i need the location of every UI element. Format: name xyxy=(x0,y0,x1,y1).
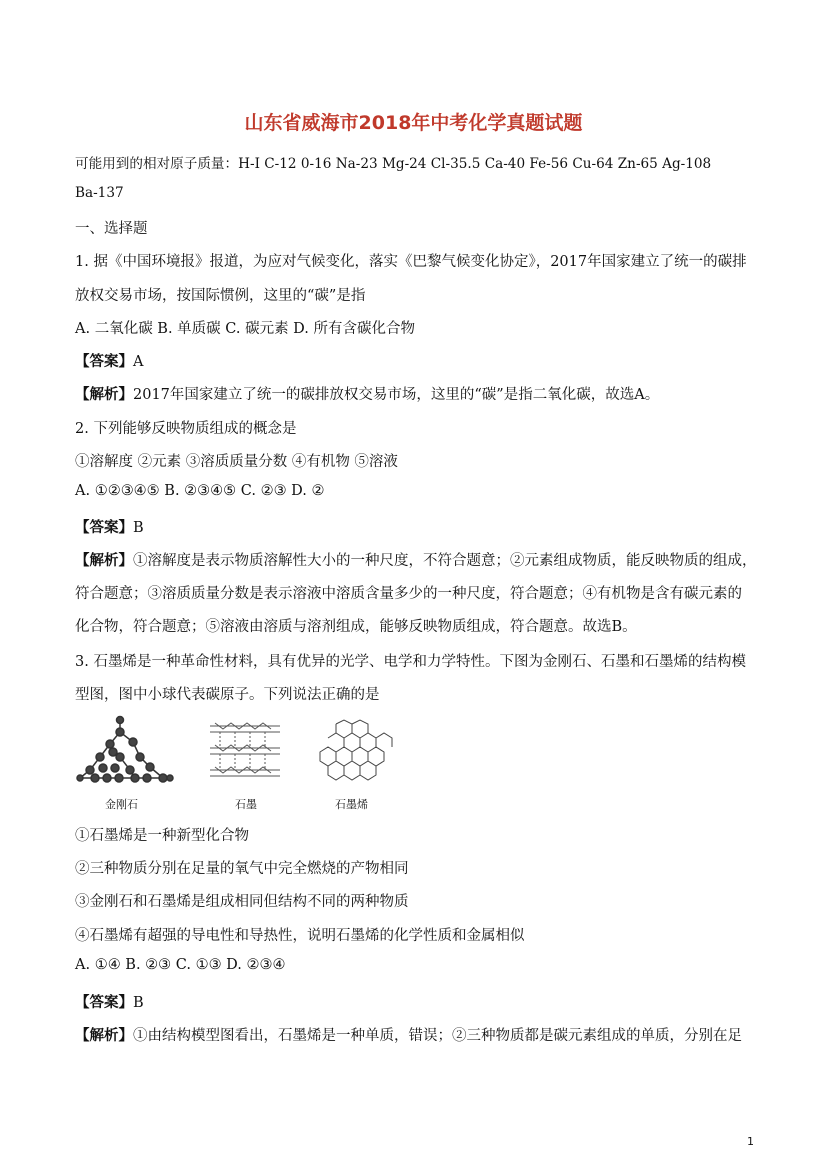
q3-statement-3: ③金刚石和石墨烯是组成相同但结构不同的两种物质 xyxy=(75,894,409,910)
answer-value: A xyxy=(133,354,144,370)
page-number: 1 xyxy=(747,1135,754,1148)
diamond-model xyxy=(77,717,173,783)
q3-stem-line-2: 型图，图中小球代表碳原子。下列说法正确的是 xyxy=(75,687,380,703)
caption-graphite: 石墨 xyxy=(235,798,257,811)
q3-answer xyxy=(75,991,144,1012)
q3-stem-line-1: 3. 石墨烯是一种革命性材料，具有优异的光学、电学和力学特性。下图为金刚石、石墨和石墨烯的结构模 xyxy=(75,654,746,670)
q1-answer xyxy=(75,350,143,371)
q2-stem: 2. 下列能够反映物质组成的概念是 xyxy=(75,421,297,437)
graphite-model xyxy=(210,723,280,776)
analysis-label: 【解析】 xyxy=(75,386,133,403)
q2-answer xyxy=(75,516,144,537)
q2-options: A. ①②③④⑤ B. ②③④⑤ C. ②③ D. ② xyxy=(75,483,325,499)
caption-diamond: 金刚石 xyxy=(105,798,138,811)
q3-statement-4: ④石墨烯有超强的导电性和导热性，说明石墨烯的化学性质和金属相似 xyxy=(75,928,525,944)
analysis-label: 【解析】 xyxy=(75,552,133,569)
q3-analysis xyxy=(75,1024,742,1045)
atomic-masses-line: 可能用到的相对原子质量：H-I C-12 0-16 Na-23 Mg-24 Cl-35.5 Ca-40 Fe-56 Cu-64 Zn-65 Ag-108 xyxy=(75,156,712,172)
graphene-model xyxy=(320,720,392,780)
q1-options: A. 二氧化碳 B. 单质碳 C. 碳元素 D. 所有含碳化合物 xyxy=(75,321,416,337)
q2-analysis-line-2: 符合题意；③溶质质量分数是表示溶液中溶质含量多少的一种尺度，符合题意；④有机物是含有碳元素的 xyxy=(75,586,742,602)
q3-statement-2: ②三种物质分别在足量的氧气中完全燃烧的产物相同 xyxy=(75,861,409,877)
atomic-masses-line-2: Ba-137 xyxy=(75,185,124,201)
q2-analysis-line-3: 化合物，符合题意；⑤溶液由溶质与溶剂组成，能够反映物质组成，符合题意。故选B。 xyxy=(75,619,637,635)
analysis-text: ①溶解度是表示物质溶解性大小的一种尺度，不符合题意；②元素组成物质，能反映物质的组成， xyxy=(133,553,757,569)
answer-label: 【答案】 xyxy=(75,994,133,1011)
answer-label: 【答案】 xyxy=(75,353,133,370)
answer-label: 【答案】 xyxy=(75,519,133,536)
answer-value: B xyxy=(133,520,144,536)
q1-analysis xyxy=(75,383,659,404)
caption-graphene: 石墨烯 xyxy=(335,798,368,811)
carbon-structures-figure xyxy=(75,712,405,812)
section-heading: 一、选择题 xyxy=(75,221,148,237)
answer-value: B xyxy=(133,995,144,1011)
q1-stem-line-1: 1. 据《中国环境报》报道，为应对气候变化，落实《巴黎气候变化协定》，2017年国家建立了统一的碳排 xyxy=(75,254,747,270)
analysis-text: ①由结构模型图看出，石墨烯是一种单质，错误；②三种物质都是碳元素组成的单质，分别在足 xyxy=(133,1028,742,1044)
analysis-label: 【解析】 xyxy=(75,1027,133,1044)
analysis-text: 2017年国家建立了统一的碳排放权交易市场，这里的“碳”是指二氧化碳，故选A。 xyxy=(133,387,660,403)
q3-options: A. ①④ B. ②③ C. ①③ D. ②③④ xyxy=(75,957,286,973)
q2-items: ①溶解度 ②元素 ③溶质质量分数 ④有机物 ⑤溶液 xyxy=(75,454,398,470)
page-title: 山东省威海市2018年中考化学真题试题 xyxy=(244,112,583,134)
q1-stem-line-2: 放权交易市场，按国际惯例，这里的“碳”是指 xyxy=(75,288,366,304)
q3-statement-1: ①石墨烯是一种新型化合物 xyxy=(75,828,249,844)
q2-analysis-line-1 xyxy=(75,549,757,570)
